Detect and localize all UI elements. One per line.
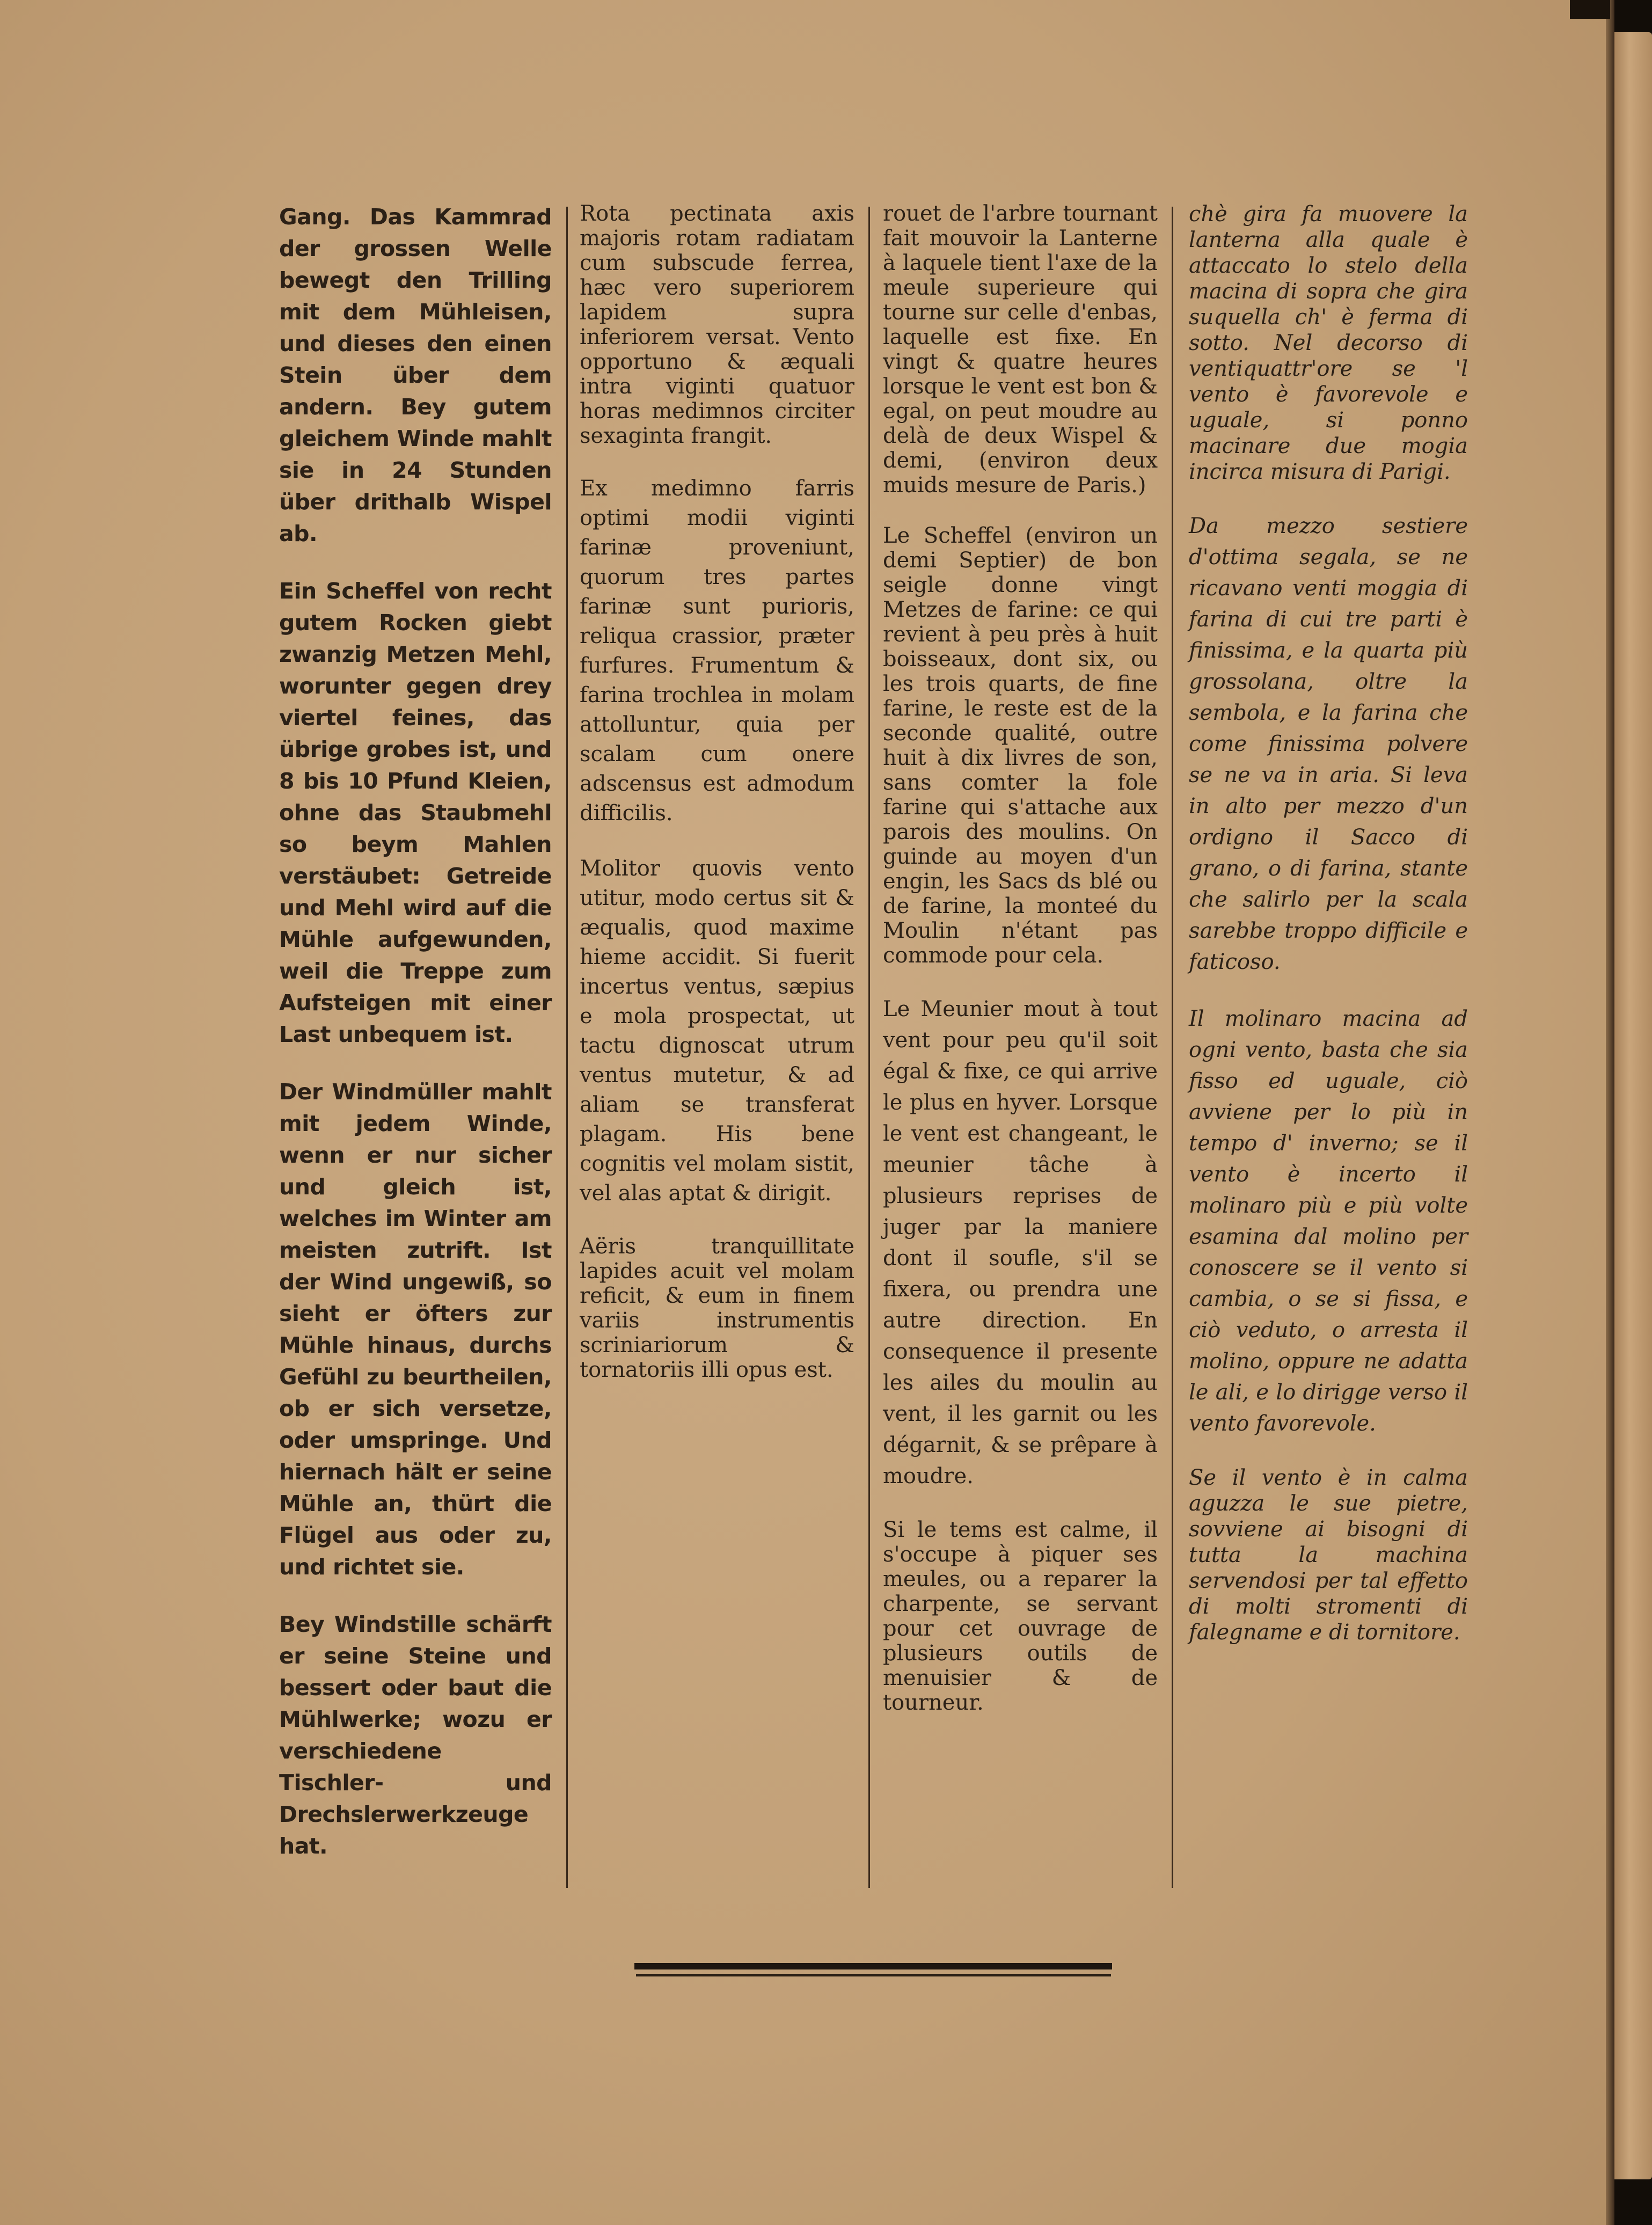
page-edge [1606,0,1614,2225]
german-paragraph: Der Windmüller mahlt mit jedem Winde, wenn er nur sicher und gleich ist, welches im Winter am meisten zutrift. Ist der Wind ungewiß, so sieht er öfters zur Mühle hinaus, durchs Gefühl zu beurtheilen, ob er sich versetze, oder umspringe. Und hiernach hält er seine Mühle an, thürt die Flügel aus oder zu, und richtet sie. [279,1079,552,1580]
column-rule [868,207,870,1888]
divider-bar-thick [634,1963,1112,1969]
latin-column [580,201,854,1408]
column-rule [566,207,568,1888]
german-column [279,201,552,1888]
next-page-edge [1614,32,1652,2179]
german-paragraph: Ein Scheffel von recht gutem Rocken giebt zwanzig Metzen Mehl, worunter gegen drey viertel feines, das übrige grobes ist, und 8 bis 10 Pfund Kleien, ohne das Staubmehl so beym Mahlen verstäubet: Getreide und Mehl wird auf die Mühle aufgewunden, weil die Treppe zum Aufsteigen mit einer Last unbequem ist. [279,578,552,1047]
italian-paragraph: Il molinaro macina ad ogni vento, basta che sia fisso ed uguale, ciò avviene per lo più in tempo d' inverno; se il vento è incerto il molinaro più e più volte esamina dal molino per conoscere se il vento si cambia, o se si fissa, e ciò veduto, o arresta il molino, oppure ne adatta le ali, e lo dirigge verso il vento favorevole. [1189,1006,1468,1436]
italian-paragraph: Da mezzo sestiere d'ottima segala, se ne ricavano venti moggia di farina di cui tre parti è finissima, e la quarta più grossolana, oltre la sembola, e la farina che come finissima polvere se ne va in aria. Si leva in alto per mezzo d'un ordigno il Sacco di grano, o di farina, stante che salirlo per la scala sarebbe troppo difficile e faticoso. [1189,514,1468,974]
german-paragraph: Bey Windstille schärft er seine Steine und bessert oder baut die Mühlwerke; wozu er verschiedene Tischler- und Drechslerwerkzeuge hat. [279,1611,552,1859]
italian-paragraph: chè gira fa muovere la lanterna alla quale è attaccato lo stelo della macina di sopra che gira suquella ch' è ferma di sotto. Nel decorso di ventiquattr'ore se 'l vento è favorevole e uguale, si ponno macinare due mogia incirca misura di Parigi. [1189,202,1468,484]
italian-paragraph: Se il vento è in calma aguzza le sue pietre, sovviene ai bisogni di tutta la machina servendosi per tal effetto di molti stromenti di falegname e di tornitore. [1189,1465,1468,1645]
french-paragraph: Le Scheffel (environ un demi Septier) de bon seigle donne vingt Metzes de farine: ce qui revient à peu près à huit boisseaux, dont six, ou les trois quarts, de fine farine, le reste est de la seconde qualité, outre huit à dix livres de son, sans comter la fole farine qui s'attache aux parois des moulins. On guinde au moyen d'un engin, les Sacs ds blé ou de farine, la monteé du Moulin n'étant pas commode pour cela. [883,523,1158,968]
corner-shadow [1570,0,1610,19]
french-paragraph: Le Meunier mout à tout vent pour peu qu'il soit égal & fixe, ce qui arrive le plus en hyver. Lorsque le vent est changeant, le meunier tâche à plusieurs reprises de juger par la maniere dont il soufle, s'il se fixera, ou prendra une autre direction. En consequence il presente les ailes du moulin au vent, il les garnit ou les dégarnit, & se prêpare à moudre. [883,997,1158,1489]
latin-paragraph: Aëris tranquillitate lapides acuit vel molam reficit, & eum in finem variis instrumentis scriniariorum & tornatoriis illi opus est. [580,1234,854,1382]
divider-bar-thin [636,1974,1111,1976]
latin-paragraph: Ex medimno farris optimi modii viginti farinæ proveniunt, quorum tres partes farinæ sunt purioris, reliqua crassior, præter furfures. Frumentum & farina trochlea in molam attolluntur, quia per scalam cum onere adscensus est admodum difficilis. [580,476,854,826]
french-paragraph: rouet de l'arbre tournant fait mouvoir la Lanterne à laquele tient l'axe de la meule superieure qui tourne sur celle d'enbas, laquelle est fixe. En vingt & quatre heures lorsque le vent est bon & egal, on peut moudre au delà de deux Wispel & demi, (environ deux muids mesure de Paris.) [883,201,1158,498]
french-column [883,201,1158,1741]
column-rule [1172,207,1173,1888]
latin-paragraph: Molitor quovis vento utitur, modo certus sit & æqualis, quod maxime hieme accidit. Si fuerit incertus ventus, sæpius e mola prospectat, ut tactu dignoscat utrum ventus mutetur, & ad aliam se transferat plagam. His bene cognitis vel molam sistit, vel alas aptat & dirigit. [580,856,854,1206]
italian-column [1189,201,1468,1671]
german-paragraph: Gang. Das Kammrad der grossen Welle bewegt den Trilling mit dem Mühleisen, und dieses den einen Stein über dem andern. Bey gutem gleichem Winde mahlt sie in 24 Stunden über drithalb Wispel ab. [279,204,552,546]
latin-paragraph: Rota pectinata axis majoris rotam radiatam cum subscude ferrea, hæc vero superiorem lapidem supra inferiorem versat. Vento opportuno & æquali intra viginti quatuor horas medimnos circiter sexaginta frangit. [580,201,854,448]
french-paragraph: Si le tems est calme, il s'occupe à piquer ses meules, ou a reparer la charpente, se servant pour cet ouvrage de plusieurs outils de menuisier & de tourneur. [883,1518,1158,1715]
